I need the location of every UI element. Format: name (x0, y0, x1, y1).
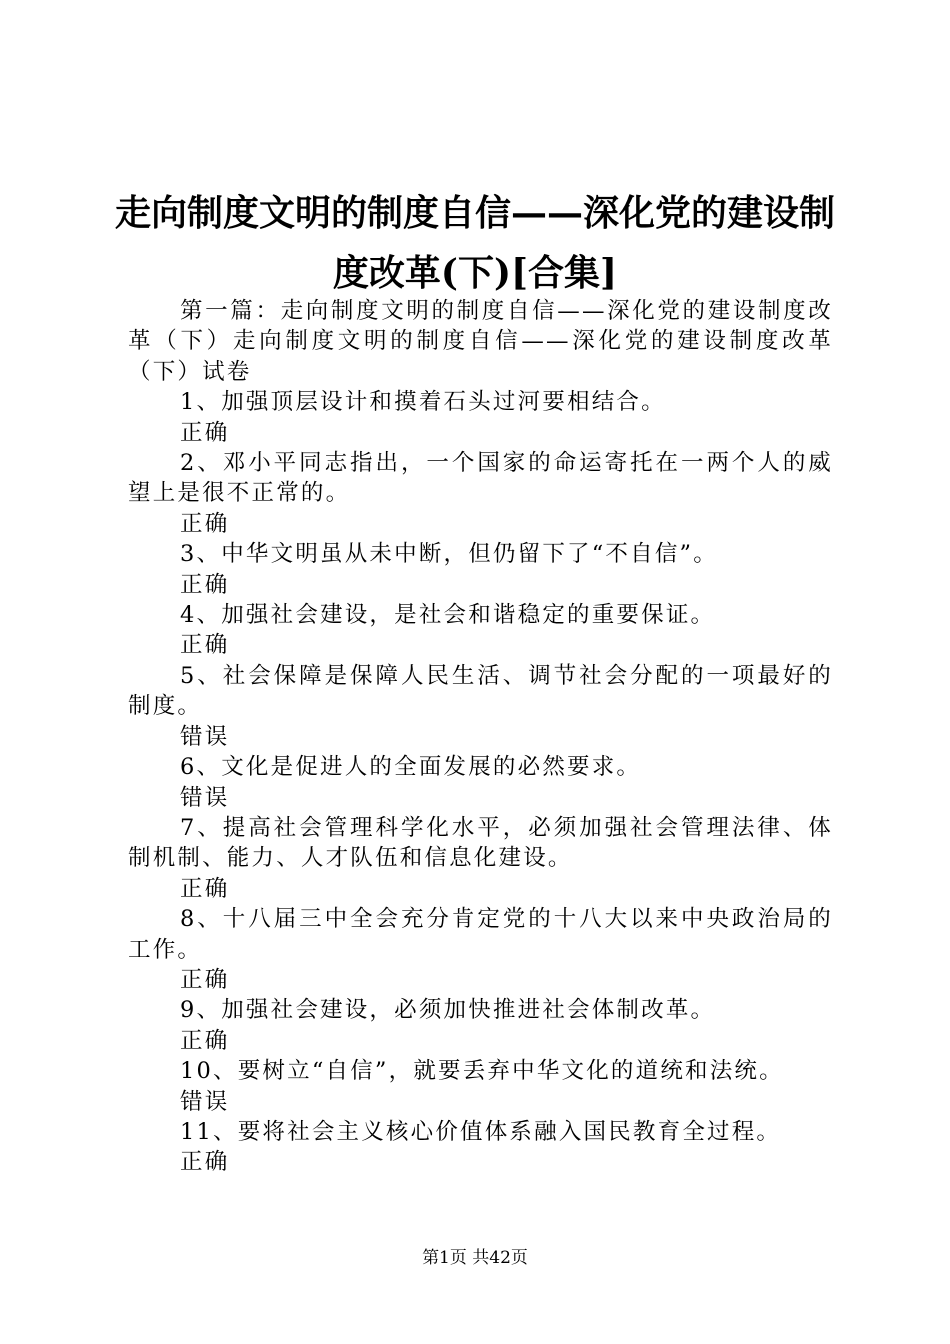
question-3: 3、中华文明虽从未中断，但仍留下了“不自信”。 (180, 541, 718, 568)
intro-paragraph: 第一篇：走向制度文明的制度自信——深化党的建设制度改革（下）走向制度文明的制度自信——深化党的建设制度改革（下）试卷 (128, 298, 833, 385)
page-footer: 第1页 共42页 (422, 1248, 528, 1268)
question-9: 9、加强社会建设，必须加快推进社会体制改革。 (180, 997, 716, 1024)
title-line-2: 度改革(下)[合集] (332, 252, 618, 294)
answer-11: 正确 (180, 1149, 230, 1176)
answer-8: 正确 (180, 966, 230, 993)
question-4: 4、加强社会建设，是社会和谐稳定的重要保证。 (180, 602, 716, 629)
document-body (128, 296, 833, 1178)
question-7: 7、提高社会管理科学化水平，必须加强社会管理法律、体制机制、能力、人才队伍和信息化建设。 (128, 814, 833, 872)
title-line-1: 走向制度文明的制度自信——深化党的建设制 (114, 192, 835, 234)
answer-4: 正确 (180, 632, 230, 659)
answer-7: 正确 (180, 875, 230, 902)
answer-10: 错误 (180, 1088, 230, 1115)
answer-3: 正确 (180, 571, 230, 598)
answer-1: 正确 (180, 419, 230, 446)
question-5: 5、社会保障是保障人民生活、调节社会分配的一项最好的制度。 (128, 662, 833, 720)
answer-9: 正确 (180, 1027, 230, 1054)
answer-2: 正确 (180, 510, 230, 537)
question-6: 6、文化是促进人的全面发展的必然要求。 (180, 754, 642, 781)
question-1: 1、加强顶层设计和摸着石头过河要相结合。 (180, 389, 666, 416)
question-10: 10、要树立“自信”，就要丢弃中华文化的道统和法统。 (180, 1058, 784, 1085)
document-title (110, 183, 840, 303)
answer-6: 错误 (180, 784, 230, 811)
answer-5: 错误 (180, 723, 230, 750)
question-2: 2、邓小平同志指出，一个国家的命运寄托在一两个人的威望上是很不正常的。 (128, 450, 833, 507)
question-8: 8、十八届三中全会充分肯定党的十八大以来中央政治局的工作。 (128, 906, 833, 963)
question-11: 11、要将社会主义核心价值体系融入国民教育全过程。 (180, 1118, 782, 1145)
